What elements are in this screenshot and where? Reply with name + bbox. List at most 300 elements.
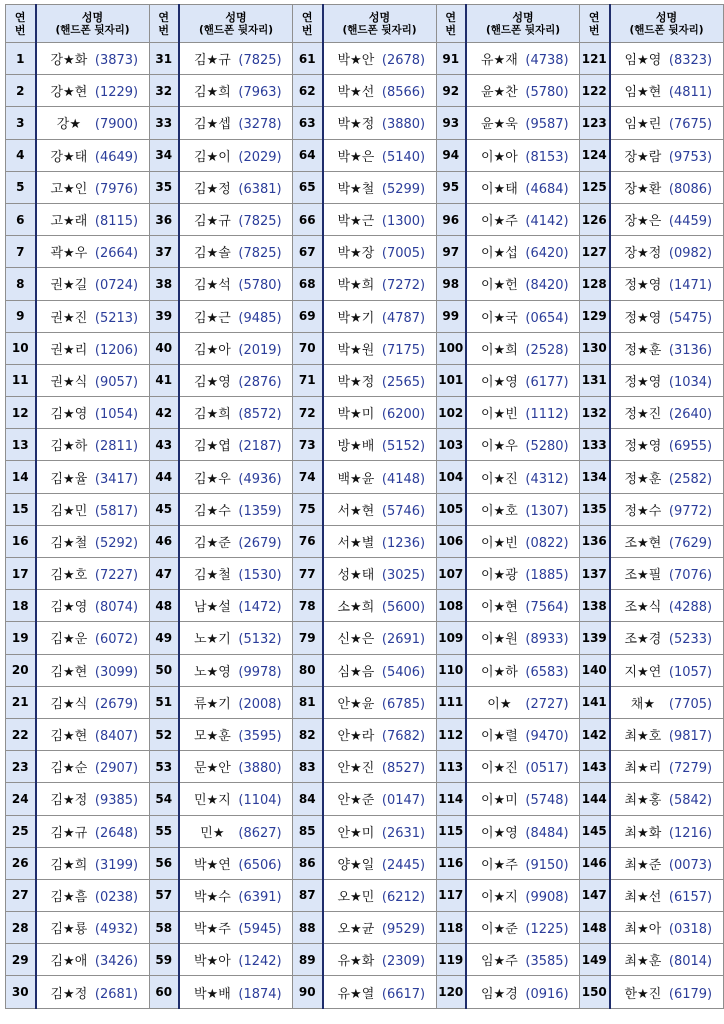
entry-name: 김★희 xyxy=(50,857,88,873)
entry-number: 109 xyxy=(436,622,466,654)
entry-phone: (0982) xyxy=(668,246,713,262)
entry-number: 75 xyxy=(293,493,323,525)
entry-phone: (0238) xyxy=(94,889,139,905)
entry-cell xyxy=(179,300,293,332)
header-name-line2: (핸드폰 뒷자리) xyxy=(55,23,130,36)
entry-name: 남★설 xyxy=(193,600,231,616)
entry-phone: (5132) xyxy=(238,632,282,648)
entry-phone: (3595) xyxy=(238,729,282,745)
entry-name: 이★영 xyxy=(480,374,518,390)
entry-phone: (1300) xyxy=(381,214,426,230)
entry-cell xyxy=(36,332,150,364)
entry-phone: (6200) xyxy=(381,407,426,423)
entry-number: 130 xyxy=(580,332,610,364)
entry-phone: (6420) xyxy=(525,246,569,262)
entry-phone: (2664) xyxy=(94,246,139,262)
entry-cell xyxy=(466,203,580,235)
entry-name: 민★ xyxy=(200,825,225,841)
table-row xyxy=(6,686,724,718)
entry-name: 정★영 xyxy=(624,278,662,294)
entry-name: 박★기 xyxy=(337,310,375,326)
entry-phone: (5152) xyxy=(381,439,426,455)
entry-number: 140 xyxy=(580,654,610,686)
entry-cell xyxy=(323,429,437,461)
entry-number: 122 xyxy=(580,75,610,107)
entry-name: 김★규 xyxy=(50,825,88,841)
entry-cell xyxy=(466,525,580,557)
entry-number: 123 xyxy=(580,107,610,139)
entry-number: 78 xyxy=(293,590,323,622)
entry-name: 임★린 xyxy=(624,117,662,133)
winner-table xyxy=(5,4,724,1009)
entry-number: 68 xyxy=(293,268,323,300)
entry-phone: (2582) xyxy=(668,471,713,487)
header-number-line2: 번 xyxy=(301,23,313,37)
entry-phone: (5406) xyxy=(381,664,426,680)
entry-name: 고★래 xyxy=(50,214,88,230)
entry-cell xyxy=(466,879,580,911)
entry-phone: (4684) xyxy=(525,181,569,197)
entry-name: 이★진 xyxy=(480,471,518,487)
entry-cell xyxy=(179,171,293,203)
entry-name: 김★엽 xyxy=(193,439,231,455)
entry-number: 84 xyxy=(293,783,323,815)
entry-phone: (0822) xyxy=(525,535,569,551)
entry-name: 김★흠 xyxy=(50,889,88,905)
entry-cell xyxy=(610,686,724,718)
entry-cell xyxy=(610,75,724,107)
entry-name: 이★렬 xyxy=(480,729,518,745)
entry-number: 138 xyxy=(580,590,610,622)
entry-name: 박★원 xyxy=(337,342,375,358)
entry-phone: (8074) xyxy=(94,600,139,616)
entry-cell xyxy=(323,751,437,783)
entry-name: 이★아 xyxy=(480,149,518,165)
entry-phone: (4142) xyxy=(525,214,569,230)
header-number-line1: 연 xyxy=(14,10,26,24)
entry-number: 125 xyxy=(580,171,610,203)
entry-phone: (8407) xyxy=(94,729,139,745)
entry-phone: (9772) xyxy=(668,503,713,519)
header-number xyxy=(293,5,323,43)
entry-cell xyxy=(179,751,293,783)
entry-name: 윤★욱 xyxy=(480,117,518,133)
entry-number: 69 xyxy=(293,300,323,332)
entry-name: 김★희 xyxy=(193,407,231,423)
entry-name: 이★빈 xyxy=(480,407,518,423)
entry-cell xyxy=(466,461,580,493)
entry-cell xyxy=(179,590,293,622)
entry-number: 17 xyxy=(6,558,36,590)
entry-number: 90 xyxy=(293,976,323,1008)
entry-phone: (5140) xyxy=(381,149,426,165)
entry-cell xyxy=(36,300,150,332)
entry-phone: (3873) xyxy=(94,53,139,69)
entry-phone: (7675) xyxy=(668,117,713,133)
entry-number: 59 xyxy=(149,944,179,976)
entry-number: 137 xyxy=(580,558,610,590)
entry-cell xyxy=(36,525,150,557)
entry-number: 88 xyxy=(293,912,323,944)
entry-name: 김★희 xyxy=(193,85,231,101)
entry-cell xyxy=(323,654,437,686)
entry-name: 이★진 xyxy=(480,761,518,777)
entry-phone: (1471) xyxy=(668,278,713,294)
entry-name: 김★영 xyxy=(193,374,231,390)
entry-number: 116 xyxy=(436,847,466,879)
entry-cell xyxy=(36,622,150,654)
entry-cell xyxy=(610,976,724,1008)
entry-name: 심★음 xyxy=(337,664,375,680)
entry-name: 김★규 xyxy=(193,214,231,230)
header-name xyxy=(323,5,437,43)
table-row xyxy=(6,493,724,525)
entry-phone: (2187) xyxy=(238,439,282,455)
entry-cell xyxy=(610,268,724,300)
entry-phone: (6072) xyxy=(94,632,139,648)
entry-phone: (7272) xyxy=(381,278,426,294)
entry-phone: (2727) xyxy=(525,696,569,712)
entry-name: 류★기 xyxy=(193,696,231,712)
entry-name: 조★필 xyxy=(624,568,662,584)
entry-name: 서★현 xyxy=(337,503,375,519)
entry-number: 93 xyxy=(436,107,466,139)
entry-phone: (6157) xyxy=(668,889,713,905)
entry-cell xyxy=(466,622,580,654)
entry-number: 42 xyxy=(149,397,179,429)
entry-cell xyxy=(323,268,437,300)
entry-name: 김★철 xyxy=(50,535,88,551)
entry-number: 132 xyxy=(580,397,610,429)
entry-number: 55 xyxy=(149,815,179,847)
entry-number: 38 xyxy=(149,268,179,300)
entry-phone: (8566) xyxy=(381,85,426,101)
entry-number: 124 xyxy=(580,139,610,171)
entry-cell xyxy=(179,847,293,879)
entry-number: 10 xyxy=(6,332,36,364)
entry-cell xyxy=(36,139,150,171)
entry-cell xyxy=(466,815,580,847)
entry-phone: (5280) xyxy=(525,439,569,455)
entry-cell xyxy=(610,654,724,686)
entry-phone: (9485) xyxy=(238,310,282,326)
entry-name: 정★훈 xyxy=(624,471,662,487)
entry-cell xyxy=(323,332,437,364)
entry-phone: (9057) xyxy=(94,374,139,390)
entry-cell xyxy=(179,364,293,396)
entry-number: 19 xyxy=(6,622,36,654)
entry-cell xyxy=(466,171,580,203)
entry-cell xyxy=(179,976,293,1008)
entry-cell xyxy=(36,461,150,493)
entry-cell xyxy=(179,815,293,847)
entry-name: 유★열 xyxy=(337,986,375,1002)
entry-name: 정★영 xyxy=(624,439,662,455)
entry-number: 149 xyxy=(580,944,610,976)
entry-phone: (3426) xyxy=(94,954,139,970)
entry-number: 71 xyxy=(293,364,323,396)
entry-phone: (6785) xyxy=(381,696,426,712)
entry-cell xyxy=(36,171,150,203)
entry-cell xyxy=(179,879,293,911)
entry-phone: (1307) xyxy=(525,503,569,519)
entry-cell xyxy=(323,879,437,911)
entry-name: 김★석 xyxy=(193,278,231,294)
entry-phone: (5600) xyxy=(381,600,426,616)
entry-phone: (2019) xyxy=(238,342,282,358)
entry-phone: (0654) xyxy=(525,310,569,326)
entry-name: 방★배 xyxy=(337,439,375,455)
entry-cell xyxy=(466,236,580,268)
entry-cell xyxy=(610,107,724,139)
entry-name: 문★안 xyxy=(193,761,231,777)
entry-cell xyxy=(179,783,293,815)
entry-name: 안★진 xyxy=(337,761,375,777)
entry-number: 40 xyxy=(149,332,179,364)
entry-name: 한★진 xyxy=(624,986,662,1002)
entry-number: 96 xyxy=(436,203,466,235)
entry-number: 15 xyxy=(6,493,36,525)
entry-phone: (6617) xyxy=(381,986,426,1002)
entry-name: 채★ xyxy=(630,696,655,712)
table-row xyxy=(6,300,724,332)
entry-cell xyxy=(323,944,437,976)
header-number-line1: 연 xyxy=(158,10,170,24)
entry-phone: (8115) xyxy=(94,214,139,230)
header-number xyxy=(149,5,179,43)
table-row xyxy=(6,622,724,654)
entry-number: 97 xyxy=(436,236,466,268)
entry-phone: (5817) xyxy=(94,503,139,519)
entry-phone: (2631) xyxy=(381,825,426,841)
entry-cell xyxy=(466,847,580,879)
entry-number: 5 xyxy=(6,171,36,203)
entry-phone: (0147) xyxy=(381,793,426,809)
entry-cell xyxy=(466,107,580,139)
entry-cell xyxy=(466,429,580,461)
entry-phone: (2008) xyxy=(238,696,282,712)
table-row xyxy=(6,654,724,686)
entry-cell xyxy=(323,171,437,203)
entry-phone: (8627) xyxy=(238,825,282,841)
entry-cell xyxy=(36,879,150,911)
header-name-line1: 성명 xyxy=(655,10,678,24)
entry-cell xyxy=(323,525,437,557)
entry-name: 성★태 xyxy=(337,568,375,584)
entry-phone: (8527) xyxy=(381,761,426,777)
entry-number: 11 xyxy=(6,364,36,396)
entry-number: 65 xyxy=(293,171,323,203)
entry-name: 강★태 xyxy=(50,149,88,165)
entry-number: 23 xyxy=(6,751,36,783)
entry-phone: (7564) xyxy=(525,600,569,616)
entry-phone: (7227) xyxy=(94,568,139,584)
entry-cell xyxy=(323,912,437,944)
entry-phone: (2907) xyxy=(94,761,139,777)
entry-number: 64 xyxy=(293,139,323,171)
entry-phone: (2691) xyxy=(381,632,426,648)
entry-number: 74 xyxy=(293,461,323,493)
entry-number: 106 xyxy=(436,525,466,557)
entry-phone: (5746) xyxy=(381,503,426,519)
header-number xyxy=(6,5,36,43)
header-number-line1: 연 xyxy=(588,10,600,24)
entry-name: 박★선 xyxy=(337,85,375,101)
table-row xyxy=(6,332,724,364)
entry-number: 21 xyxy=(6,686,36,718)
entry-number: 61 xyxy=(293,43,323,75)
entry-number: 76 xyxy=(293,525,323,557)
entry-name: 김★영 xyxy=(50,407,88,423)
entry-number: 108 xyxy=(436,590,466,622)
entry-cell xyxy=(610,525,724,557)
entry-cell xyxy=(323,107,437,139)
entry-number: 39 xyxy=(149,300,179,332)
table-row xyxy=(6,75,724,107)
entry-number: 111 xyxy=(436,686,466,718)
entry-name: 이★호 xyxy=(480,503,518,519)
entry-cell xyxy=(179,944,293,976)
entry-name: 안★준 xyxy=(337,793,375,809)
entry-cell xyxy=(36,912,150,944)
entry-number: 72 xyxy=(293,397,323,429)
entry-phone: (2029) xyxy=(238,149,282,165)
entry-number: 112 xyxy=(436,718,466,750)
entry-cell xyxy=(610,203,724,235)
entry-number: 24 xyxy=(6,783,36,815)
entry-cell xyxy=(466,75,580,107)
entry-name: 김★아 xyxy=(193,342,231,358)
entry-phone: (5299) xyxy=(381,181,426,197)
entry-phone: (5780) xyxy=(525,85,569,101)
entry-phone: (1242) xyxy=(238,954,282,970)
table-row xyxy=(6,461,724,493)
entry-cell xyxy=(36,654,150,686)
entry-name: 이★미 xyxy=(480,793,518,809)
entry-phone: (6955) xyxy=(668,439,713,455)
entry-phone: (4649) xyxy=(94,149,139,165)
entry-name: 이★영 xyxy=(480,825,518,841)
entry-name: 최★훈 xyxy=(624,954,662,970)
entry-name: 최★선 xyxy=(624,889,662,905)
entry-name: 윤★찬 xyxy=(480,85,518,101)
entry-name: 박★장 xyxy=(337,246,375,262)
winner-list-sheet xyxy=(5,4,724,1009)
table-row xyxy=(6,171,724,203)
entry-cell xyxy=(323,718,437,750)
table-row xyxy=(6,203,724,235)
entry-name: 김★하 xyxy=(50,439,88,455)
header-number-line2: 번 xyxy=(445,23,457,37)
entry-cell xyxy=(179,139,293,171)
entry-phone: (7976) xyxy=(94,181,139,197)
entry-name: 이★광 xyxy=(480,568,518,584)
entry-number: 92 xyxy=(436,75,466,107)
entry-cell xyxy=(36,783,150,815)
entry-phone: (0724) xyxy=(94,278,139,294)
entry-cell xyxy=(323,43,437,75)
entry-number: 60 xyxy=(149,976,179,1008)
entry-cell xyxy=(179,622,293,654)
entry-name: 임★경 xyxy=(480,986,518,1002)
entry-phone: (2565) xyxy=(381,374,426,390)
entry-number: 86 xyxy=(293,847,323,879)
entry-name: 백★윤 xyxy=(337,471,375,487)
entry-number: 133 xyxy=(580,429,610,461)
entry-name: 고★인 xyxy=(50,181,88,197)
entry-cell xyxy=(610,461,724,493)
entry-phone: (9150) xyxy=(525,857,569,873)
entry-cell xyxy=(610,364,724,396)
entry-cell xyxy=(610,751,724,783)
entry-phone: (2640) xyxy=(668,407,713,423)
entry-number: 128 xyxy=(580,268,610,300)
entry-number: 58 xyxy=(149,912,179,944)
entry-phone: (6177) xyxy=(525,374,569,390)
entry-cell xyxy=(36,751,150,783)
entry-phone: (1874) xyxy=(238,986,282,1002)
entry-phone: (7629) xyxy=(668,535,713,551)
entry-cell xyxy=(323,622,437,654)
entry-number: 142 xyxy=(580,718,610,750)
entry-phone: (4738) xyxy=(525,53,569,69)
entry-name: 김★현 xyxy=(50,664,88,680)
entry-phone: (1206) xyxy=(94,342,139,358)
entry-number: 7 xyxy=(6,236,36,268)
entry-number: 134 xyxy=(580,461,610,493)
table-row xyxy=(6,718,724,750)
entry-phone: (9978) xyxy=(238,664,282,680)
entry-phone: (9385) xyxy=(94,793,139,809)
table-row xyxy=(6,590,724,622)
entry-name: 정★수 xyxy=(624,503,662,519)
entry-number: 56 xyxy=(149,847,179,879)
entry-phone: (0073) xyxy=(668,857,713,873)
entry-number: 3 xyxy=(6,107,36,139)
entry-cell xyxy=(610,429,724,461)
entry-name: 신★은 xyxy=(337,632,375,648)
entry-number: 87 xyxy=(293,879,323,911)
entry-name: 박★은 xyxy=(337,149,375,165)
entry-name: 이★현 xyxy=(480,600,518,616)
header-name-line1: 성명 xyxy=(225,10,247,24)
entry-cell xyxy=(179,203,293,235)
entry-name: 이★주 xyxy=(480,214,518,230)
entry-name: 박★철 xyxy=(337,181,375,197)
entry-cell xyxy=(323,590,437,622)
entry-number: 104 xyxy=(436,461,466,493)
entry-cell xyxy=(610,944,724,976)
entry-name: 박★정 xyxy=(337,374,375,390)
entry-number: 16 xyxy=(6,525,36,557)
entry-cell xyxy=(610,590,724,622)
entry-cell xyxy=(610,847,724,879)
table-row xyxy=(6,43,724,75)
entry-cell xyxy=(466,751,580,783)
entry-number: 46 xyxy=(149,525,179,557)
entry-name: 김★우 xyxy=(193,471,231,487)
header-name xyxy=(179,5,293,43)
entry-number: 49 xyxy=(149,622,179,654)
entry-cell xyxy=(179,718,293,750)
entry-name: 김★영 xyxy=(50,600,88,616)
entry-name: 이★헌 xyxy=(480,278,518,294)
header-name xyxy=(610,5,724,43)
entry-name: 최★홍 xyxy=(624,793,662,809)
entry-cell xyxy=(466,590,580,622)
entry-name: 이★주 xyxy=(480,857,518,873)
entry-cell xyxy=(610,879,724,911)
